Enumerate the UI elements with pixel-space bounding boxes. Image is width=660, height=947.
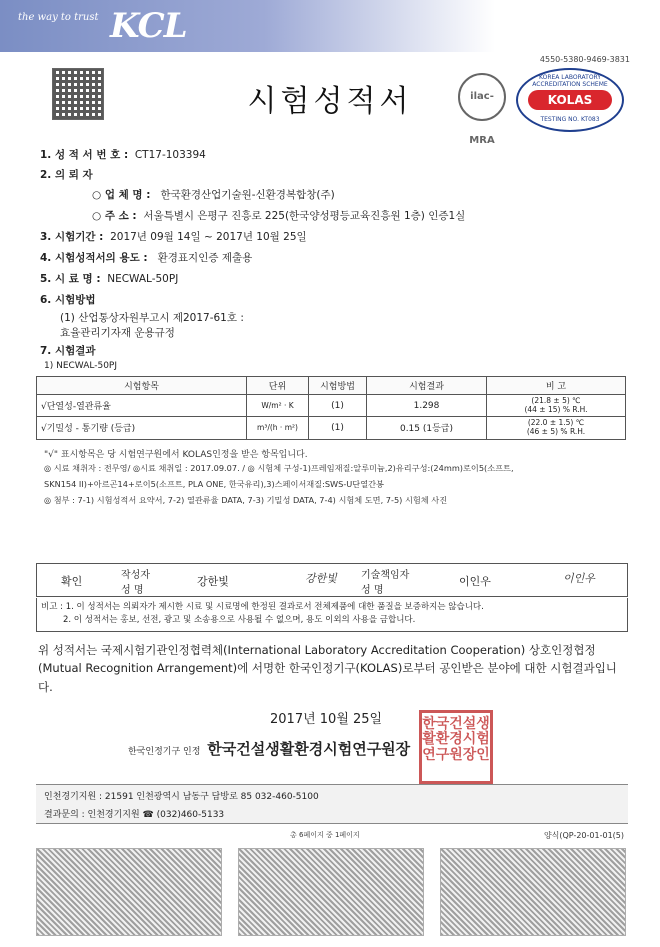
kolas-note: "√" 표시항목은 당 시험연구원에서 KOLAS인정을 받은 항목입니다. [44,450,308,460]
manager-title: 기술책임자 [361,570,410,581]
kolas-ring-text: KOREA LABORATORY ACCREDITATION SCHEME [532,74,608,88]
attachment-note: ◎ 첨부 : 7-1) 시험성적서 요약서, 7-2) 열관류율 DATA, 7-3) 기밀성 DATA, 7-4) 시험체 도면, 7-5) 시험체 사진 [44,495,448,505]
form-number: 양식(QP-20-01-01(5) [543,831,624,840]
sample-row [40,271,178,286]
kcl-logo: KCL [110,6,187,46]
slogan: the way to trust [18,12,99,23]
ilac-mra-logo: ilac-MRA [458,73,506,121]
office-address: 인천경기지원 : 21591 인천광역시 남동구 담방로 85 032-460-5100 [44,792,319,802]
writer-title: 작성자 [121,570,150,581]
period-label: 3. 시험기간 : [40,231,104,243]
method-line-1: (1) 산업통상자원부고시 제2017-61호 : [60,312,244,324]
unit-cell: W/m² · K [247,395,309,417]
purpose-label: 4. 시험성적서의 용도 : [40,252,148,264]
document-id: 4550-5380-9469-3831 [539,55,630,64]
manager-signature: 이인우 [563,572,595,585]
footer-contact [36,784,628,824]
note-humidity: (44 ± 15) % R.H. [524,404,588,414]
sampling-note: ◎ 시료 채취자 : 전무영/ ◎시료 채취일 : 2017.09.07. / ◎ 시험체 구성-1)프레임재질:알루미늄,2)유리구성:(24mm)로이5(소프트, [44,463,514,473]
method-cell: (1) [309,395,367,417]
note-cell [487,417,626,439]
item-cell: √기밀성 - 통기량 (등급) [37,417,247,439]
address-value: 서울특별시 은평구 진흥로 225(한국양성평등교육진흥원 1층) 인증1실 [143,210,466,222]
writer-name-label: 성 명 [121,585,144,596]
kolas-band: KOLAS [528,90,612,110]
result-cell: 0.15 (1등급) [367,417,487,439]
sample-label: 5. 시 료 명 : [40,273,101,285]
col-unit: 단위 [247,377,309,395]
issue-date: 2017년 10월 25일 [270,712,383,727]
report-number-row [40,147,206,162]
results-table [36,376,626,440]
result-sample: 1) NECWAL-50PJ [44,361,118,371]
period-row [40,229,307,244]
item-cell: √단열성-열관류율 [37,395,247,417]
writer-signature: 강한빛 [305,572,337,585]
col-item: 시험항목 [37,377,247,395]
address-row [92,208,465,223]
period-value: 2017년 09월 14일 ~ 2017년 10월 25일 [110,231,307,243]
signature-box [36,563,628,597]
page-title: 시험성적서 [247,84,413,119]
accreditation-statement: 위 성적서는 국제시험기관인정협력체(International Laboratory Accreditation Cooperation) 상호인정협정(Mutual Recognition Arrangement)에 서명한 한국인정기구(KOLAS)로부터 공인받은 분야에 대한 시험결과입니다. [38,643,617,694]
method-line-2: 효율관리기자재 운용규정 [60,327,175,339]
note-cell [487,395,626,417]
result-cell: 1.298 [367,395,487,417]
sample-value: NECWAL-50PJ [107,273,179,285]
manager-name-label: 성 명 [361,585,384,596]
company-name: 한국환경산업기술원-신환경복합창(주) [160,189,335,201]
header-banner [0,0,660,52]
note-humidity: (46 ± 5) % R.H. [526,426,586,436]
table-row [37,395,626,417]
security-pattern [440,848,626,936]
client-label: 2. 의 뢰 자 [40,169,93,181]
kolas-logo [516,68,624,132]
issuer-prefix: 한국인정기구 인정 [128,747,201,757]
method-cell: (1) [309,417,367,439]
page-count: 총 6페이지 중 1페이지 [290,831,360,839]
result-label: 7. 시험결과 [40,345,96,357]
col-result: 시험결과 [367,377,487,395]
security-pattern [238,848,424,936]
security-pattern [36,848,222,936]
note-temp: (22.0 ± 1.5) ℃ [527,418,585,428]
inquiry-contact: 결과문의 : 인천경기지원 ☎ (032)460-5133 [44,810,225,820]
issuer-name: 한국건설생활환경시험연구원장 [207,740,411,758]
remarks-box [36,598,628,632]
report-number: CT17-103394 [134,149,206,161]
unit-cell: m³/(h · m²) [247,417,309,439]
company-label: ○ 업 체 명 : [92,189,151,201]
manager-name: 이인우 [459,575,491,588]
report-number-label: 1. 성 적 서 번 호 : [40,149,129,161]
note-temp: (21.8 ± 5) ℃ [531,396,581,405]
issuer-line [128,738,410,759]
company-row [92,187,335,202]
method-label: 6. 시험방법 [40,294,96,306]
kolas-testing-no: TESTING NO. KT083 [540,116,600,123]
table-header-row [37,377,626,395]
col-method: 시험방법 [309,377,367,395]
remark-2: 2. 이 성적서는 홍보, 선전, 광고 및 소송용으로 사용될 수 없으며, 용도 이외의 사용을 금합니다. [63,615,416,626]
table-row [37,417,626,439]
confirm-label: 확인 [61,575,83,588]
composition-note: SKN154 II)+아르곤14+로이5(소프트, PLA ONE, 한국유리),3)스페이서재질:SWS-U단열간봉 [44,479,384,489]
remark-1: 비고 : 1. 이 성적서는 의뢰자가 제시한 시료 및 시료명에 한정된 결과로서 전체제품에 대한 품질을 보증하지는 않습니다. [41,602,484,612]
purpose-value: 환경표지인증 제출용 [157,252,253,264]
official-seal: 한국건설생활환경시험연구원장인 [419,710,493,784]
col-note: 비 고 [487,377,626,395]
address-label: ○ 주 소 : [92,210,137,222]
writer-name: 강한빛 [197,575,229,588]
purpose-row [40,250,252,265]
